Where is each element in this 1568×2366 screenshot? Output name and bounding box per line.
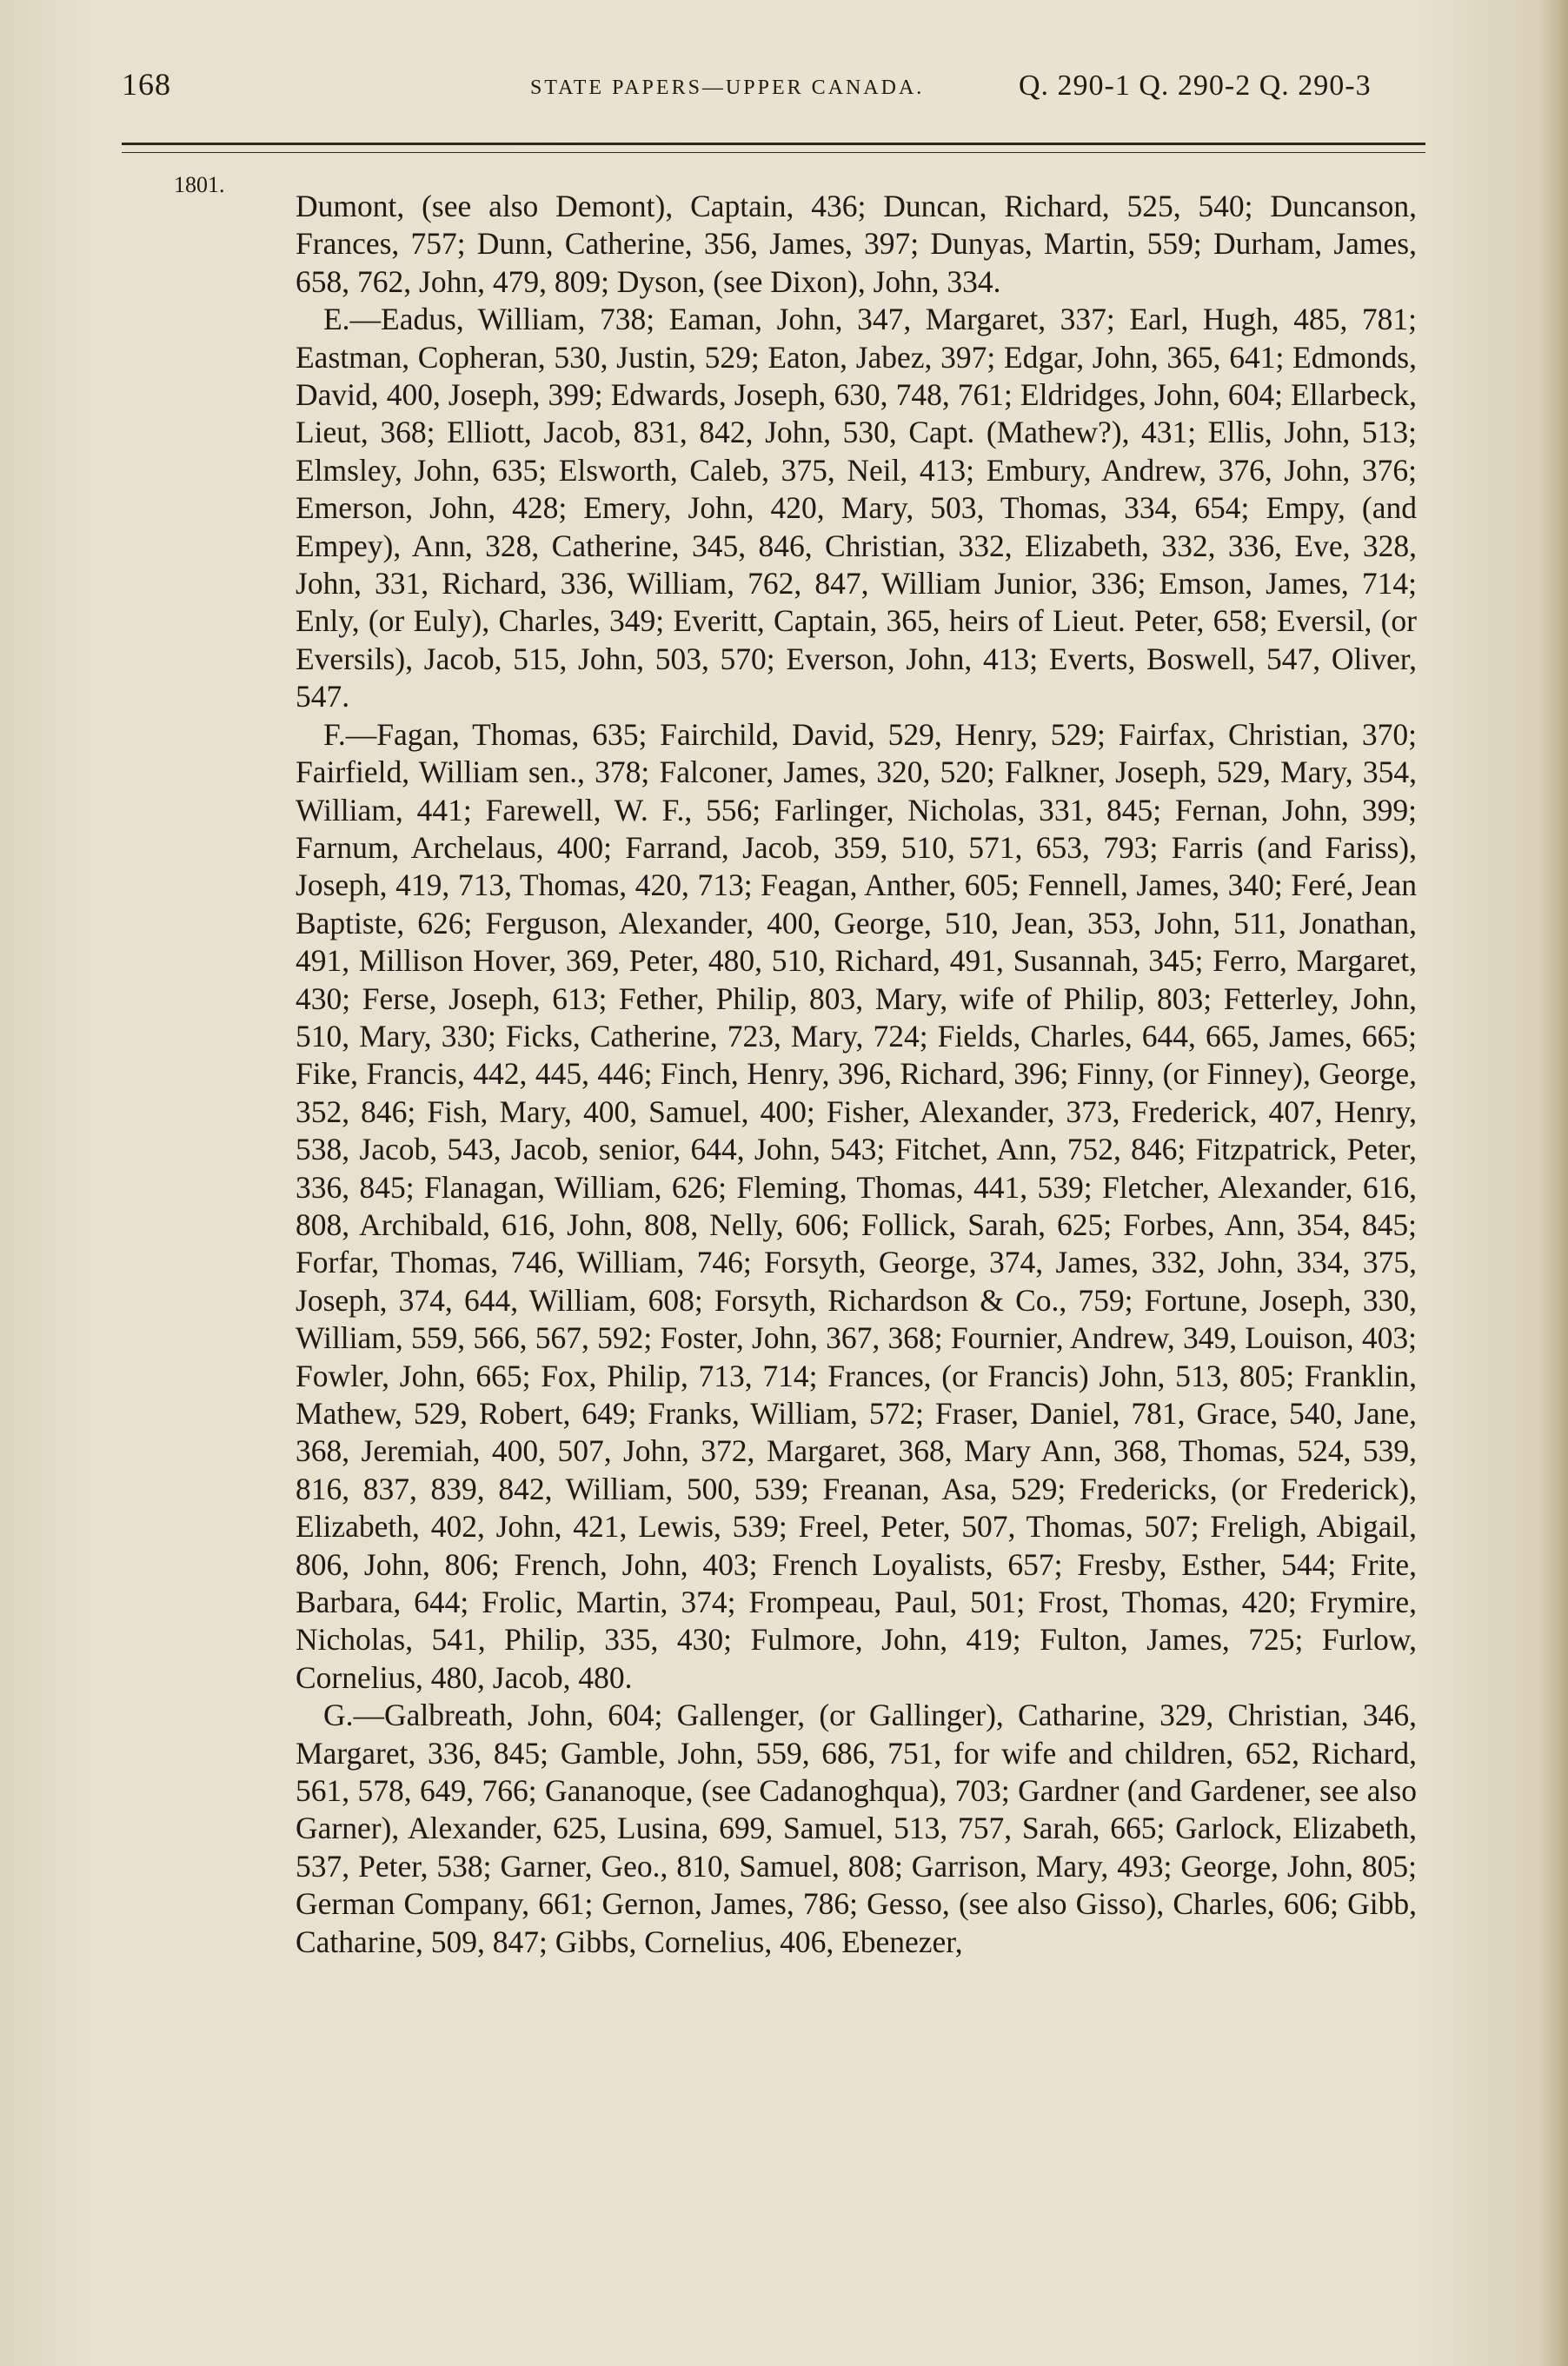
index-body: [296, 188, 1417, 1961]
header-rule-thick: [122, 143, 1425, 145]
index-paragraph-f: F.—Fagan, Thomas, 635; Fairchild, David, 529, Henry, 529; Fairfax, Christian, 370; Fairfield, William sen., 378; Falconer, James, 320, 520; Falkner, Joseph, 529, Mary, 354, William, 441; Farewell, W. F., 556; Farlinger, Nicholas, 331, 845; Fernan, John, 399; Farnum, Archelaus, 400; Farrand, Jacob, 359, 510, 571, 653, 793; Farris (and Fariss), Joseph, 419, 713, Thomas, 420, 713; Feagan, Anther, 605; Fennell, James, 340; Feré, Jean Baptiste, 626; Ferguson, Alexander, 400, George, 510, Jean, 353, John, 511, Jonathan, 491, Millison Hover, 369, Peter, 480, 510, Richard, 491, Susannah, 345; Ferro, Margaret, 430; Ferse, Joseph, 613; Fether, Philip, 803, Mary, wife of Philip, 803; Fetterley, John, 510, Mary, 330; Ficks, Catherine, 723, Mary, 724; Fields, Charles, 644, 665, James, 665; Fike, Francis, 442, 445, 446; Finch, Henry, 396, Richard, 396; Finny, (or Finney), George, 352, 846; Fish, Mary, 400, Samuel, 400; Fisher, Alexander, 373, Frederick, 407, Henry, 538, Jacob, 543, Jacob, senior, 644, John, 543; Fitchet, Ann, 752, 846; Fitzpatrick, Peter, 336, 845; Flanagan, William, 626; Fleming, Thomas, 441, 539; Fletcher, Alexander, 616, 808, Archibald, 616, John, 808, Nelly, 606; Follick, Sarah, 625; Forbes, Ann, 354, 845; Forfar, Thomas, 746, William, 746; Forsyth, George, 374, James, 332, John, 334, 375, Joseph, 374, 644, William, 608; Forsyth, Richardson & Co., 759; Fortune, Joseph, 330, William, 559, 566, 567, 592; Foster, John, 367, 368; Fournier, Andrew, 349, Louison, 403; Fowler, John, 665; Fox, Philip, 713, 714; Frances, (or Francis) John, 513, 805; Franklin, Mathew, 529, Robert, 649; Franks, William, 572; Fraser, Daniel, 781, Grace, 540, Jane, 368, Jeremiah, 400, 507, John, 372, Margaret, 368, Mary Ann, 368, Thomas, 524, 539, 816, 837, 839, 842, William, 500, 539; Freanan, Asa, 529; Fredericks, (or Frederick), Elizabeth, 402, John, 421, Lewis, 539; Freel, Peter, 507, Thomas, 507; Freligh, Abigail, 806, John, 806; French, John, 403; French Loyalists, 657; Fresby, Esther, 544; Frite, Barbara, 644; Frolic, Martin, 374; Frompeau, Paul, 501; Frost, Thomas, 420; Frymire, Nicholas, 541, Philip, 335, 430; Fulmore, John, 419; Fulton, James, 725; Furlow, Cornelius, 480, Jacob, 480.: [296, 716, 1417, 1695]
page-number: 168: [122, 67, 171, 102]
running-head: STATE PAPERS—UPPER CANADA.: [530, 76, 925, 99]
margin-year: 1801.: [174, 172, 225, 197]
page-header: [122, 66, 1425, 118]
archive-references: Q. 290-1 Q. 290-2 Q. 290-3: [1019, 70, 1372, 102]
index-paragraph-e: E.—Eadus, William, 738; Eaman, John, 347, Margaret, 337; Earl, Hugh, 485, 781; Eastman, Copheran, 530, Justin, 529; Eaton, Jabez, 397; Edgar, John, 365, 641; Edmonds, David, 400, Joseph, 399; Edwards, Joseph, 630, 748, 761; Eldridges, John, 604; Ellarbeck, Lieut, 368; Elliott, Jacob, 831, 842, John, 530, Capt. (Mathew?), 431; Ellis, John, 513; Elmsley, John, 635; Elsworth, Caleb, 375, Neil, 413; Embury, Andrew, 376, John, 376; Emerson, John, 428; Emery, John, 420, Mary, 503, Thomas, 334, 654; Empy, (and Empey), Ann, 328, Catherine, 345, 846, Christian, 332, Elizabeth, 332, 336, Eve, 328, John, 331, Richard, 336, William, 762, 847, William Junior, 336; Emson, James, 714; Enly, (or Euly), Charles, 349; Everitt, Captain, 365, heirs of Lieut. Peter, 658; Eversil, (or Eversils), Jacob, 515, John, 503, 570; Everson, John, 413; Everts, Boswell, 547, Oliver, 547.: [296, 302, 1417, 714]
index-paragraph-d: Dumont, (see also Demont), Captain, 436; Duncan, Richard, 525, 540; Duncanson, Frances, 757; Dunn, Catherine, 356, James, 397; Dunyas, Martin, 559; Durham, James, 658, 762, John, 479, 809; Dyson, (see Dixon), John, 334.: [296, 189, 1417, 299]
index-paragraph-g: G.—Galbreath, John, 604; Gallenger, (or Gallinger), Catharine, 329, Christian, 346, Margaret, 336, 845; Gamble, John, 559, 686, 751, for wife and children, 652, Richard, 561, 578, 649, 766; Gananoque, (see Cadanoghqua), 703; Gardner (and Gardener, see also Garner), Alexander, 625, Lusina, 699, Samuel, 513, 757, Sarah, 665; Garlock, Elizabeth, 537, Peter, 538; Garner, Geo., 810, Samuel, 808; Garrison, Mary, 493; George, John, 805; German Company, 661; Gernon, James, 786; Gesso, (see also Gisso), Charles, 606; Gibb, Catharine, 509, 847; Gibbs, Cornelius, 406, Ebenezer,: [296, 1698, 1417, 1959]
page-edge-shadow: [1538, 0, 1568, 2366]
header-rule-thin: [122, 152, 1425, 153]
